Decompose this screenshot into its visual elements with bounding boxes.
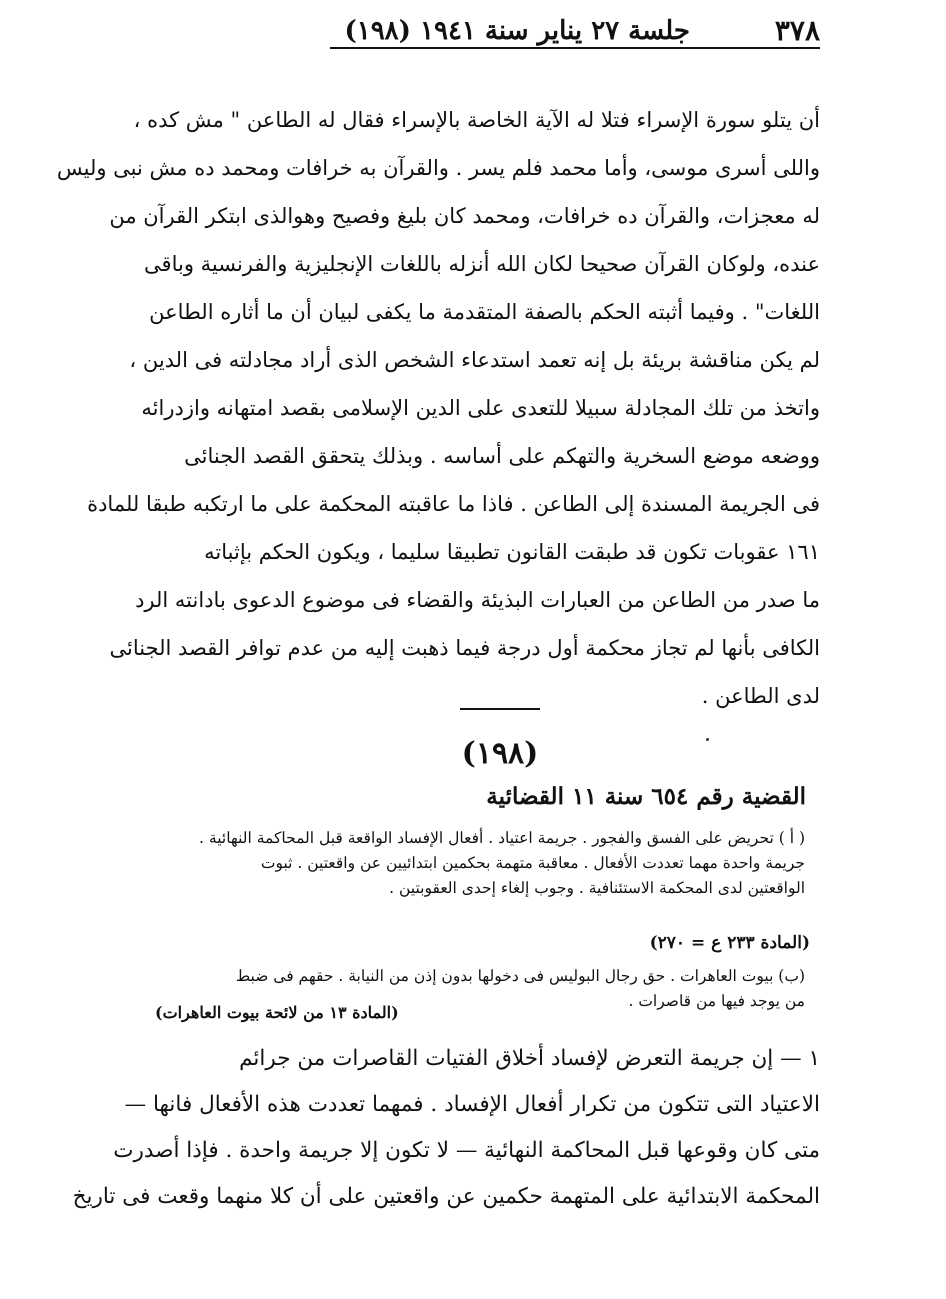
judgment-paragraph: [56, 96, 820, 720]
article-citation-a: (المادة ٢٣٣ ع = ٢٧٠): [649, 933, 810, 953]
case-number: (١٩٨): [461, 736, 539, 771]
article-citation-b: (المادة ١٣ من لائحة بيوت العاهرات): [155, 1003, 399, 1022]
section-divider: [460, 708, 540, 710]
case-reference: القضية رقم ٦٥٤ سنة ١١ القضائية: [486, 783, 806, 810]
headnote-line: ( أ ) تحريض على الفسق والفجور . جريمة اعتياد . أفعال الإفساد الواقعة قبل المحاكمة النهائية .: [199, 829, 805, 847]
headnote-line: جريمة واحدة مهما تعددت الأفعال . معاقبة متهمة بحكمين ابتدائيين عن واقعتين . ثبوت: [260, 854, 805, 872]
legal-principle: [72, 1036, 820, 1220]
paragraph-line: فى الجريمة المسندة إلى الطاعن . فاذا ما عاقبته المحكمة على ما ارتكبه طبقا للمادة: [87, 492, 820, 516]
paragraph-line: لم يكن مناقشة بريئة بل إنه تعمد استدعاء الشخص الذى أراد مجادلته فى الدين ،: [129, 348, 820, 372]
headnote-line: من يوجد فيها من قاصرات .: [628, 992, 805, 1010]
principle-line: الاعتياد التى تتكون من تكرار أفعال الإفساد . فمهما تعددت هذه الأفعال فانها —: [124, 1092, 820, 1117]
headnote-line: الواقعتين لدى المحكمة الاستئنافية . وجوب إلغاء إحدى العقوبتين .: [389, 879, 805, 897]
paragraph-line: عنده، ولوكان القرآن صحيحا لكان الله أنزله باللغات الإنجليزية والفرنسية وباقى: [144, 252, 820, 276]
paragraph-line: ١٦١ عقوبات تكون قد طبقت القانون تطبيقا سليما ، ويكون الحكم بإثباته: [204, 540, 820, 564]
print-speck: [706, 738, 709, 741]
principle-line: المحكمة الابتدائية على المتهمة حكمين عن واقعتين على أن كلا منهما وقعت فى تاريخ: [72, 1184, 820, 1209]
paragraph-line: ووضعه موضع السخرية والتهكم على أساسه . وبذلك يتحقق القصد الجنائى: [184, 444, 820, 468]
page-number: ٣٧٨: [774, 14, 820, 47]
principle-line: متى كان وقوعها قبل المحاكمة النهائية — لا تكون إلا جريمة واحدة . فإذا أصدرت: [113, 1138, 820, 1163]
paragraph-line: أن يتلو سورة الإسراء فتلا له الآية الخاصة بالإسراء فقال له الطاعن " مش كده ،: [133, 108, 820, 132]
paragraph-line: الكافى بأنها لم تجاز محكمة أول درجة فيما ذهبت إليه من عدم توافر القصد الجنائى: [109, 636, 820, 660]
paragraph-line: واتخذ من تلك المجادلة سبيلا للتعدى على الدين الإسلامى بقصد امتهانه وازدرائه: [141, 396, 820, 420]
paragraph-line: واللى أسرى موسى، وأما محمد فلم يسر . والقرآن به خرافات ومحمد ده مش نبى وليس: [56, 156, 820, 180]
paragraph-line: له معجزات، والقرآن ده خرافات، ومحمد كان بليغ وفصيح وهوالذى ابتكر القرآن من: [109, 204, 820, 228]
session-heading: جلسة ٢٧ يناير سنة ١٩٤١ (١٩٨): [344, 16, 690, 46]
header-rule: [330, 47, 820, 49]
paragraph-line: ما صدر من الطاعن من العبارات البذيئة والقضاء فى موضوع الدعوى بادانته الرد: [135, 588, 820, 612]
principle-line: ١ — إن جريمة التعرض لإفساد أخلاق الفتيات القاصرات من جرائم: [239, 1046, 820, 1071]
paragraph-line: لدى الطاعن .: [701, 684, 820, 708]
headnote-line: (ب) بيوت العاهرات . حق رجال البوليس فى دخولها بدون إذن من النيابة . حقهم فى ضبط: [235, 967, 805, 985]
headnote-a: [145, 826, 805, 901]
paragraph-line: اللغات" . وفيما أثبته الحكم بالصفة المتقدمة ما يكفى لبيان أن ما أثاره الطاعن: [149, 300, 820, 324]
